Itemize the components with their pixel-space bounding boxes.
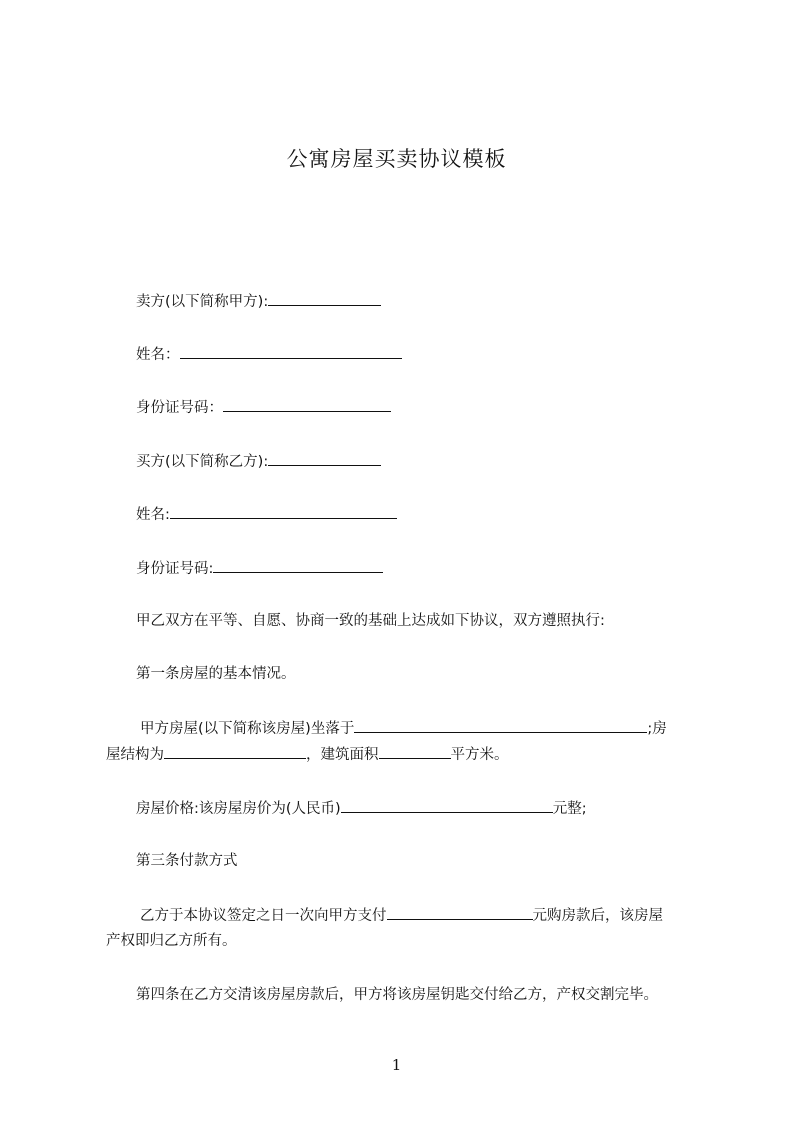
- seller-blank[interactable]: [268, 291, 381, 306]
- article1-line2: [106, 744, 509, 765]
- area-blank[interactable]: [379, 744, 451, 759]
- buyer-id-line: [136, 558, 383, 579]
- buyer-line: [136, 451, 381, 472]
- seller-label: 卖方(以下简称甲方):: [136, 294, 269, 310]
- structure-label: 屋结构为: [106, 747, 164, 763]
- buyer-id-blank[interactable]: [213, 558, 383, 573]
- buyer-name-blank[interactable]: [170, 504, 397, 519]
- structure-blank[interactable]: [164, 744, 306, 759]
- article1-title: 第一条房屋的基本情况。: [136, 666, 296, 682]
- buyer-label: 买方(以下简称乙方):: [136, 454, 269, 470]
- buyer-name-label: 姓名:: [136, 507, 170, 523]
- page-number: 1: [391, 1056, 402, 1074]
- article1-line1-end: ;房: [647, 721, 667, 737]
- buyer-name-line: [136, 504, 397, 525]
- buyer-id-label: 身份证号码:: [136, 561, 214, 577]
- area-label: ，建筑面积: [306, 747, 379, 763]
- price-blank[interactable]: [341, 798, 553, 813]
- seller-id-label: 身份证号码：: [136, 400, 223, 416]
- article3-line1: [140, 905, 663, 926]
- payment-label: 乙方于本协议签定之日一次向甲方支付: [140, 908, 387, 924]
- location-blank[interactable]: [354, 718, 647, 733]
- seller-name-line: [136, 344, 402, 365]
- article3-line2: 产权即归乙方所有。: [106, 933, 237, 949]
- price-label: 房屋价格:该房屋房价为(人民币): [136, 801, 341, 817]
- seller-name-blank[interactable]: [180, 344, 402, 359]
- seller-line: [136, 291, 381, 312]
- article1-line1: [140, 718, 667, 739]
- price-line: [136, 798, 587, 819]
- seller-id-line: [136, 397, 391, 418]
- intro-paragraph: 甲乙双方在平等、自愿、协商一致的基础上达成如下协议，双方遵照执行:: [136, 613, 605, 629]
- article1-location-label: 甲方房屋(以下简称该房屋)坐落于: [140, 721, 355, 737]
- article3-title: 第三条付款方式: [136, 853, 238, 869]
- seller-name-label: 姓名：: [136, 347, 180, 363]
- seller-id-blank[interactable]: [223, 397, 391, 412]
- document-title: 公寓房屋买卖协议模板: [286, 147, 507, 171]
- price-unit: 元整;: [552, 801, 587, 817]
- payment-blank[interactable]: [387, 905, 533, 920]
- buyer-blank[interactable]: [268, 451, 381, 466]
- payment-unit: 元购房款后，该房屋: [532, 908, 663, 924]
- article4-paragraph: 第四条在乙方交清该房屋房款后，甲方将该房屋钥匙交付给乙方，产权交割完毕。: [136, 987, 658, 1003]
- area-unit: 平方米。: [450, 747, 509, 763]
